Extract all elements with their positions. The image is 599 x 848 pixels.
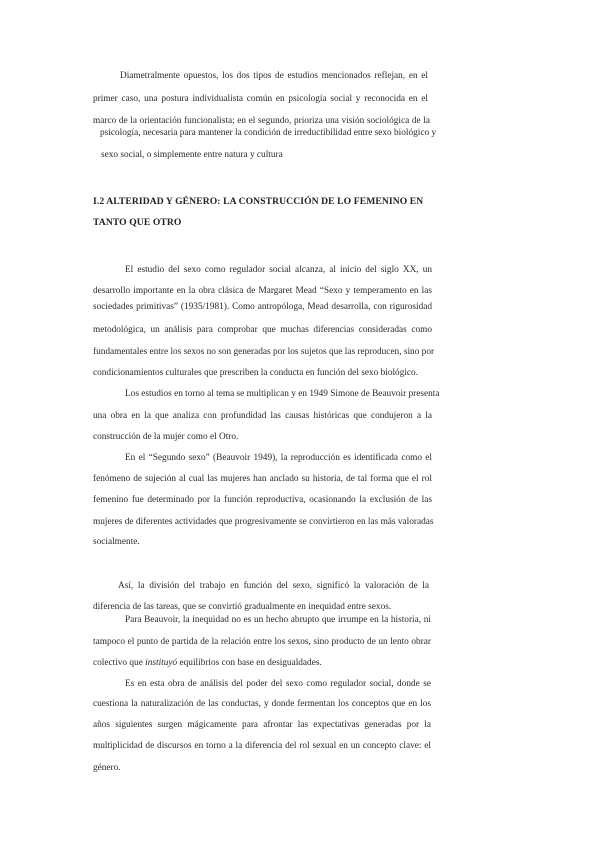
text-line: metodológica, un análisis para comprobar que muchas diferencias consideradas como — [93, 325, 432, 335]
text-line: colectivo que — [93, 658, 143, 668]
text-line: Es en esta obra de análisis del poder del sexo como regulador social, donde se — [125, 679, 431, 689]
text-line: cuestiona la naturalización de las conductas, y donde fermentan los conceptos que en los — [93, 699, 431, 709]
text-line: El estudio del sexo como regulador social alcanza, al inicio del siglo XX, un — [125, 265, 432, 275]
text-line: condicionamientos culturales que prescriben la conducta en función del sexo biológico. — [93, 368, 419, 378]
text-line: marco de la orientación funcionalista; en el segundo, prioriza una visión sociológica de la — [93, 116, 430, 126]
text-line: socialmente. — [93, 537, 140, 547]
text-line: En el “Segundo sexo” (Beauvoir 1949), la reproducción es identificada como el — [125, 453, 432, 463]
text-line: una obra en la que analiza con profundidad las causas históricas que condujeron a la — [93, 411, 432, 421]
text-line: construcción de la mujer como el Otro. — [93, 432, 239, 442]
text-line: sociedades primitivas” (1935/1981). Como antropóloga, Mead desarrolla, con rigurosidad — [93, 302, 432, 312]
text-line: fundamentales entre los sexos no son generadas por los sujetos que las reproducen, sino por — [93, 347, 435, 357]
text-line: diferencia de las tareas, que se convirtió gradualmente en inequidad entre sexos. — [93, 602, 392, 612]
text-line: fenómeno de sujeción al cual las mujeres han anclado su historia, de tal forma que el rol — [93, 474, 432, 484]
text-line: Diametralmente opuestos, los dos tipos de estudios mencionados reflejan, en el — [120, 71, 428, 81]
heading-line: I.2 ALTERIDAD Y GÉNERO: LA CONSTRUCCIÓN DE LO FEMENINO EN — [93, 196, 424, 207]
text-line: desarrollo importante en la obra clásica de Margaret Mead “Sexo y temperamento en las — [93, 286, 432, 296]
text-line: Los estudios en torno al tema se multiplican y en 1949 Simone de Beauvoir presenta — [125, 389, 440, 399]
italic-word: instituyó — [145, 658, 178, 668]
text-line: Para Beauvoir, la inequidad no es un hecho abrupto que irrumpe en la historia, ni — [125, 615, 431, 625]
text-line: sexo social, o simplemente entre natura y cultura — [101, 150, 283, 160]
text-line: tampoco el punto de partida de la relación entre los sexos, sino producto de un lento obrar — [93, 637, 431, 647]
text-line: femenino fue determinado por la función reproductiva, ocasionando la exclusión de las — [93, 495, 432, 505]
heading-line: TANTO QUE OTRO — [93, 217, 182, 228]
text-line: Así, la división del trabajo en función del sexo, significó la valoración de la — [118, 581, 429, 591]
text-line: género. — [93, 763, 121, 773]
text-line: años siguientes surgen mágicamente para afrontar las expectativas generadas por la — [93, 720, 431, 730]
text-line: psicología, necesaria para mantener la condición de irreductibilidad entre sexo biológico y — [100, 128, 437, 138]
text-line: mujeres de diferentes actividades que progresivamente se convirtieron en las más valoradas — [93, 517, 434, 527]
text-line: multiplicidad de discursos en torno a la diferencia del rol sexual en un concepto clave: el — [93, 741, 431, 751]
text-line: equilibrios con base en desigualdades. — [179, 658, 322, 668]
text-line: primer caso, una postura individualista común en psicología social y reconocida en el — [93, 94, 428, 104]
